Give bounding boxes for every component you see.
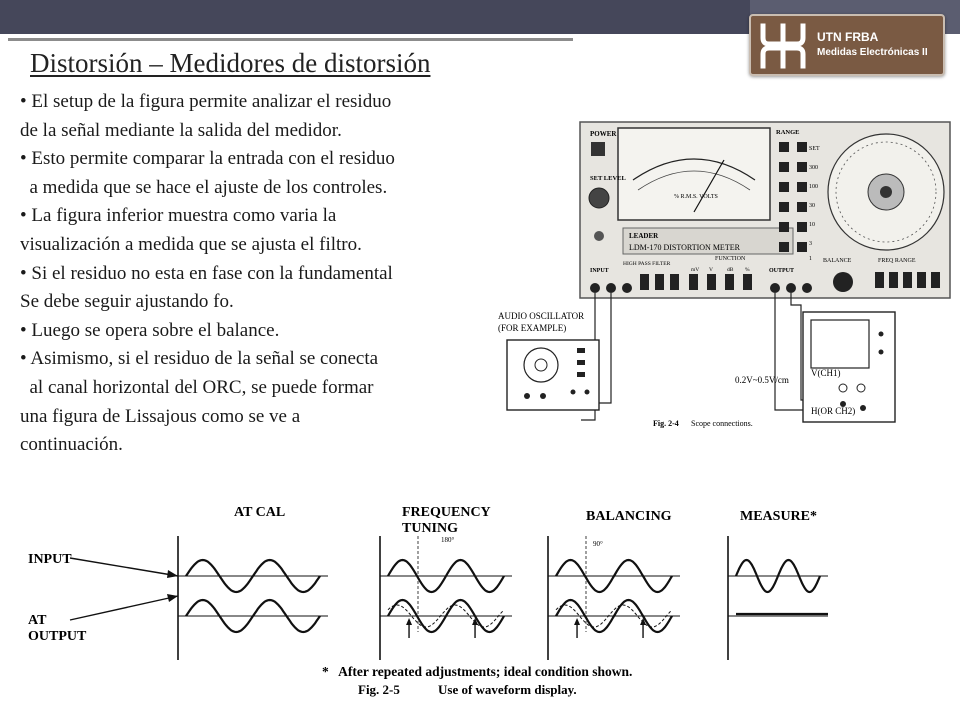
at-label: AT [28,613,47,628]
footnote: * After repeated adjustments; ideal condition shown. [322,664,633,679]
function-key: V [709,267,713,273]
bullet-line: • La figura inferior muestra como varia la [20,205,337,227]
freq-range-label: FREQ RANGE [878,258,916,264]
set-level-label: SET LEVEL [590,175,626,182]
bullet-line: continuación. [20,434,123,456]
meter-scale-label: % R.M.S. VOLTS [674,194,718,200]
phase-90-label: 90° [593,540,603,548]
function-label: FUNCTION [715,256,746,262]
badge-course: Medidas Electrónicas II [817,47,928,58]
output-label: OUTPUT [769,268,795,274]
input-label: INPUT [590,268,609,274]
bullet-line: a medida que se hace el ajuste de los controles. [20,176,388,198]
bullet-line: una figura de Lissajous como se ve a [20,405,301,427]
function-key: dB [727,267,734,273]
fig25-caption: Use of waveform display. [438,682,577,697]
bullet-line: • Esto permite comparar la entrada con el residuo [20,148,395,170]
panel-title-at-cal: AT CAL [234,505,286,520]
scope-connection-figure [493,120,953,435]
phase-180-label: 180° [441,536,455,544]
range-step: 300 [809,165,818,171]
meter-brand: LEADER [629,232,659,240]
balance-label: BALANCE [823,258,852,264]
adjust-arrowhead [574,618,580,625]
power-switch [591,142,605,156]
oscillator-label: AUDIO OSCILLATOR [498,311,585,321]
power-label: POWER [590,130,617,138]
badge-org: UTN FRBA [817,30,879,44]
panel-title-tuning: TUNING [402,521,459,536]
range-label: RANGE [776,129,800,136]
sensitivity-label: 0.2V~0.5V/cm [735,375,789,385]
function-key: % [745,267,750,273]
range-step: SET [809,146,820,152]
title-rule [8,38,573,41]
set-level-knob [589,188,609,208]
bullet-line: de la señal mediante la salida del medidor. [20,119,342,141]
fig24-number: Fig. 2-4 [653,419,679,428]
panel-title-frequency: FREQUENCY [402,505,491,520]
meter-model: LDM-170 DISTORTION METER [629,243,740,252]
function-key: mV [691,267,700,273]
output-arrow [70,596,178,620]
adjust-arrowhead [406,618,412,625]
bullet-line: • Luego se opera sobre el balance. [20,319,280,341]
range-step: 30 [809,203,815,209]
input-arrow [70,558,178,576]
slide-title: Distorsión – Medidores de distorsión [30,48,431,78]
bullet-line: • Asimismo, si el residuo de la señal se conecta [20,348,379,370]
bullet-line: al canal horizontal del ORC, se puede formar [20,376,374,398]
panel-title-balancing: BALANCING [586,509,672,524]
meter-window [618,128,770,220]
panel-title-measure: MEASURE* [740,509,818,524]
bullet-line: • Si el residuo no esta en fase con la fundamental [20,262,393,284]
output-label: OUTPUT [28,629,87,644]
fig25-number: Fig. 2-5 [358,682,400,697]
range-step: 100 [809,184,818,190]
bullet-list [20,88,520,460]
oscillator-sublabel: (FOR EXAMPLE) [498,323,567,333]
range-step: 3 [809,241,812,247]
bullet-line: • El setup de la figura permite analizar el residuo [20,91,392,112]
range-step: 10 [809,222,815,228]
hpf-label: HIGH PASS FILTER [623,261,671,267]
range-step: 1 [809,256,812,262]
utn-badge [749,14,945,76]
ch2-label: H(OR CH2) [811,406,856,416]
ch1-label: V(CH1) [811,368,841,378]
waveform-panels [178,536,828,660]
bullet-line: Se debe seguir ajustando fo. [20,291,234,313]
fig24-caption: Scope connections. [691,419,753,428]
waveform-figure [28,492,928,704]
utn-logo-icon [757,22,809,70]
input-label: INPUT [28,552,72,567]
bullet-line: visualización a medida que se ajusta el filtro. [20,233,362,255]
